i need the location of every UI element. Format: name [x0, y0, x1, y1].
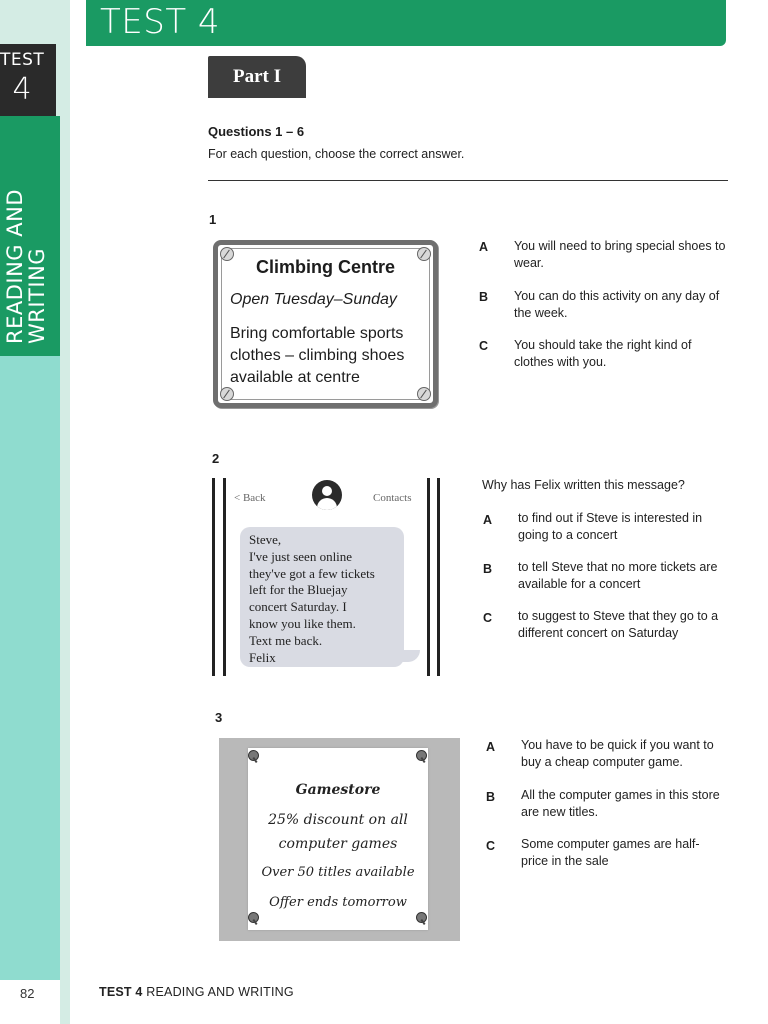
- question-number: 3: [215, 710, 223, 725]
- option-text[interactable]: You should take the right kind of clothes with you.: [514, 338, 692, 369]
- option-text[interactable]: to tell Steve that no more tickets are available for a concert: [518, 560, 718, 591]
- option-text[interactable]: to find out if Steve is interested in going to a concert: [518, 511, 703, 542]
- option-letter[interactable]: C: [486, 839, 496, 853]
- divider: [208, 180, 728, 181]
- page-footer: [99, 985, 294, 999]
- pin-icon: [416, 750, 426, 762]
- gamestore-poster: [248, 748, 428, 930]
- poster-line: 25% discount on all: [268, 812, 408, 828]
- sign-hours: Open Tuesday–Sunday: [230, 291, 397, 308]
- phone-edge: [212, 478, 215, 676]
- option-letter[interactable]: B: [486, 790, 496, 804]
- side-section-label: [4, 174, 54, 344]
- message-text: Steve, I've just seen online they've got a few tickets left for the Bluejay concert Saturday. I know you like them. Text me back. Felix: [249, 532, 375, 665]
- option-letter[interactable]: B: [479, 290, 489, 304]
- avatar-icon: [312, 480, 342, 510]
- side-section-tab: [0, 116, 60, 356]
- side-test-number: 4: [12, 72, 32, 107]
- option-letter[interactable]: C: [483, 611, 493, 625]
- question-number: 2: [212, 451, 220, 466]
- questions-instruction: For each question, choose the correct answer.: [208, 147, 465, 161]
- option-text[interactable]: You can do this activity on any day of the week.: [514, 289, 720, 320]
- side-strip-accent: [0, 356, 60, 1024]
- option-text[interactable]: You will need to bring special shoes to wear.: [514, 239, 726, 270]
- option-text[interactable]: All the computer games in this store are new titles.: [521, 788, 720, 819]
- part-label: Part I: [232, 66, 281, 87]
- climbing-sign: [213, 240, 438, 408]
- side-test-tab: [0, 44, 56, 116]
- poster-line: Over 50 titles available: [261, 865, 415, 880]
- poster-title: Gamestore: [295, 782, 381, 798]
- pin-icon: [248, 912, 258, 924]
- screw-icon: [417, 387, 431, 401]
- question-prompt: Why has Felix written this message?: [482, 478, 685, 492]
- question-number: 1: [209, 212, 217, 227]
- poster-line: Offer ends tomorrow: [269, 895, 407, 910]
- phone-edge: [427, 478, 430, 676]
- back-link[interactable]: < Back: [234, 492, 266, 504]
- side-test-label: TEST: [0, 50, 45, 70]
- option-letter[interactable]: A: [479, 240, 489, 254]
- option-text[interactable]: Some computer games are half-price in the sale: [521, 837, 700, 868]
- pin-icon: [416, 912, 426, 924]
- option-text[interactable]: to suggest to Steve that they go to a different concert on Saturday: [518, 609, 719, 640]
- screw-icon: [220, 387, 234, 401]
- option-text[interactable]: You have to be quick if you want to buy a cheap computer game.: [521, 738, 714, 769]
- footer-section: READING AND WRITING: [146, 985, 294, 999]
- contacts-link[interactable]: Contacts: [373, 492, 412, 504]
- page-title: TEST 4: [100, 2, 221, 42]
- option-letter[interactable]: B: [483, 562, 493, 576]
- sign-body: Bring comfortable sports clothes – climbing shoes available at centre: [230, 325, 405, 386]
- option-letter[interactable]: A: [486, 740, 496, 754]
- poster-line: computer games: [278, 836, 398, 852]
- option-letter[interactable]: C: [479, 339, 489, 353]
- sign-title: Climbing Centre: [255, 257, 395, 277]
- option-letter[interactable]: A: [483, 513, 493, 527]
- part-tab: [208, 56, 306, 98]
- questions-heading: Questions 1 – 6: [208, 124, 305, 139]
- footer-test: TEST 4: [99, 985, 143, 999]
- page-number: 82: [20, 986, 35, 1001]
- pin-icon: [248, 750, 258, 762]
- side-section-line2: WRITING: [25, 247, 49, 344]
- phone-edge: [437, 478, 440, 676]
- phone-edge: [223, 478, 226, 676]
- side-section-line1: READING AND: [3, 189, 27, 344]
